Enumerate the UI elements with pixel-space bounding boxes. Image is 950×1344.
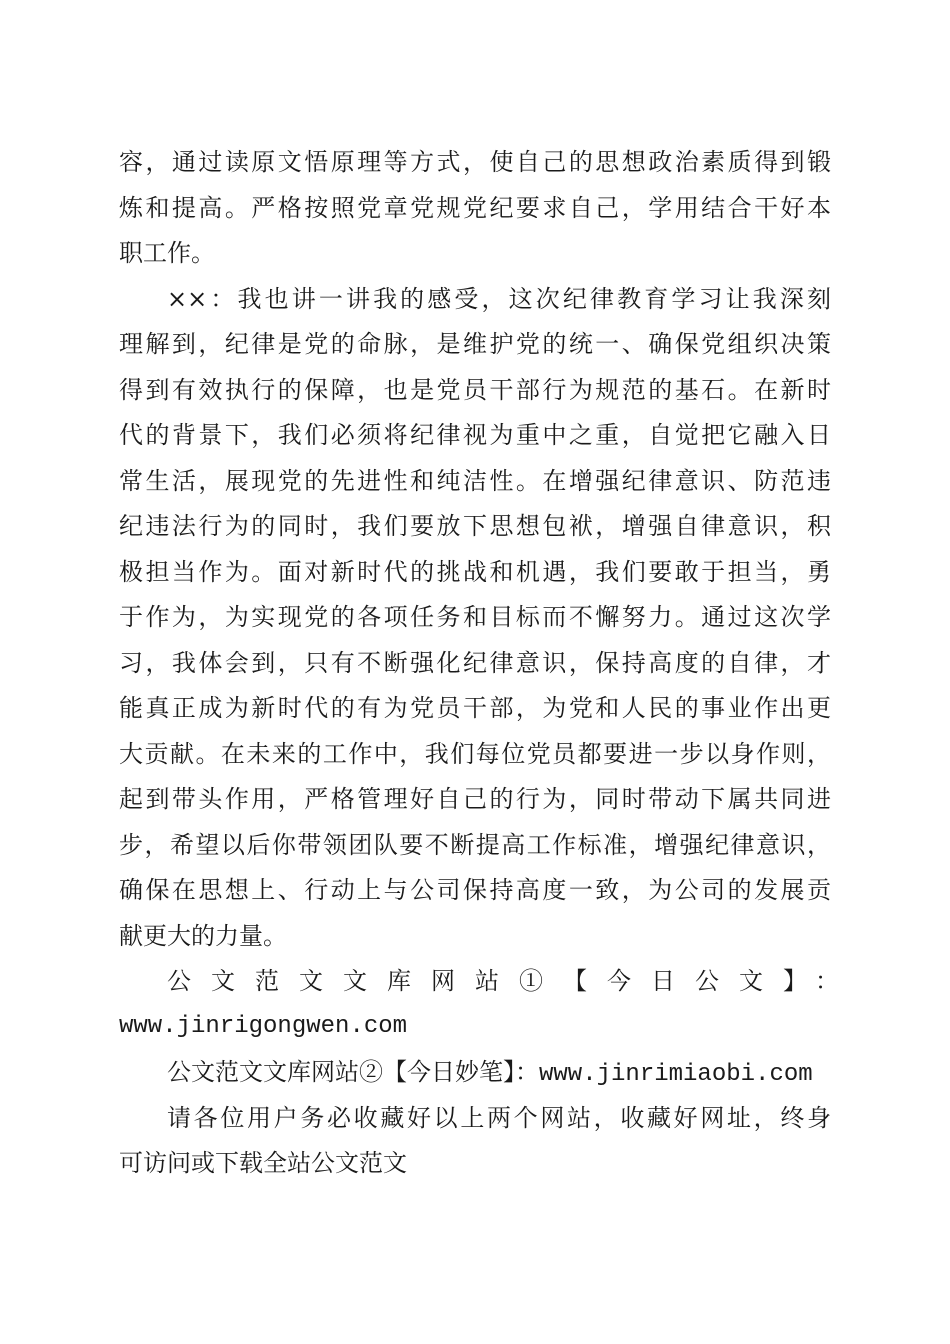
body-text-line: 献更大的力量。 [119, 922, 287, 950]
body-text-line: 步，希望以后你带领团队要不断提高工作标准，增强纪律意识， [119, 831, 831, 859]
body-text-line: 代的背景下，我们必须将纪律视为重中之重，自觉把它融入日 [119, 421, 831, 449]
site-1-label: 公文范文文库网站①【今日公文】： [167, 967, 859, 995]
body-text-line: 理解到，纪律是党的命脉，是维护党的统一、确保党组织决策 [119, 330, 831, 358]
body-text-line: 起到带头作用，严格管理好自己的行为，同时带动下属共同进 [119, 785, 831, 813]
body-text-line: 常生活，展现党的先进性和纯洁性。在增强纪律意识、防范违 [119, 467, 831, 495]
notice-line: 可访问或下载全站公文范文 [119, 1149, 407, 1177]
body-text-line: 容，通过读原文悟原理等方式，使自己的思想政治素质得到锻 [119, 148, 831, 176]
body-text-line: ××：我也讲一讲我的感受，这次纪律教育学习让我深刻 [167, 285, 831, 313]
site-2-url[interactable]: www.jinrimiaobi.com [539, 1061, 813, 1088]
body-text-line: 炼和提高。严格按照党章党规党纪要求自己，学用结合干好本 [119, 194, 831, 222]
body-text-line: 纪违法行为的同时，我们要放下思想包袱，增强自律意识，积 [119, 512, 831, 540]
body-text-line: 于作为，为实现党的各项任务和目标而不懈努力。通过这次学 [119, 603, 831, 631]
body-text-line: 确保在思想上、行动上与公司保持高度一致，为公司的发展贡 [119, 876, 831, 904]
body-text-line: 得到有效执行的保障，也是党员干部行为规范的基石。在新时 [119, 376, 831, 404]
body-text-line: 习，我体会到，只有不断强化纪律意识，保持高度的自律，才 [119, 649, 831, 677]
site-1-url[interactable]: www.jinrigongwen.com [119, 1013, 408, 1040]
notice-line: 请各位用户务必收藏好以上两个网站，收藏好网址，终身 [167, 1104, 831, 1132]
body-text-line: 能真正成为新时代的有为党员干部，为党和人民的事业作出更 [119, 694, 831, 722]
body-text-line: 职工作。 [119, 239, 215, 267]
site-2-label: 公文范文文库网站②【今日妙笔】： [167, 1058, 539, 1086]
site-2-row [167, 1057, 813, 1090]
body-text-line: 大贡献。在未来的工作中，我们每位党员都要进一步以身作则， [119, 740, 831, 768]
body-text-line: 极担当作为。面对新时代的挑战和机遇，我们要敢于担当，勇 [119, 558, 831, 586]
